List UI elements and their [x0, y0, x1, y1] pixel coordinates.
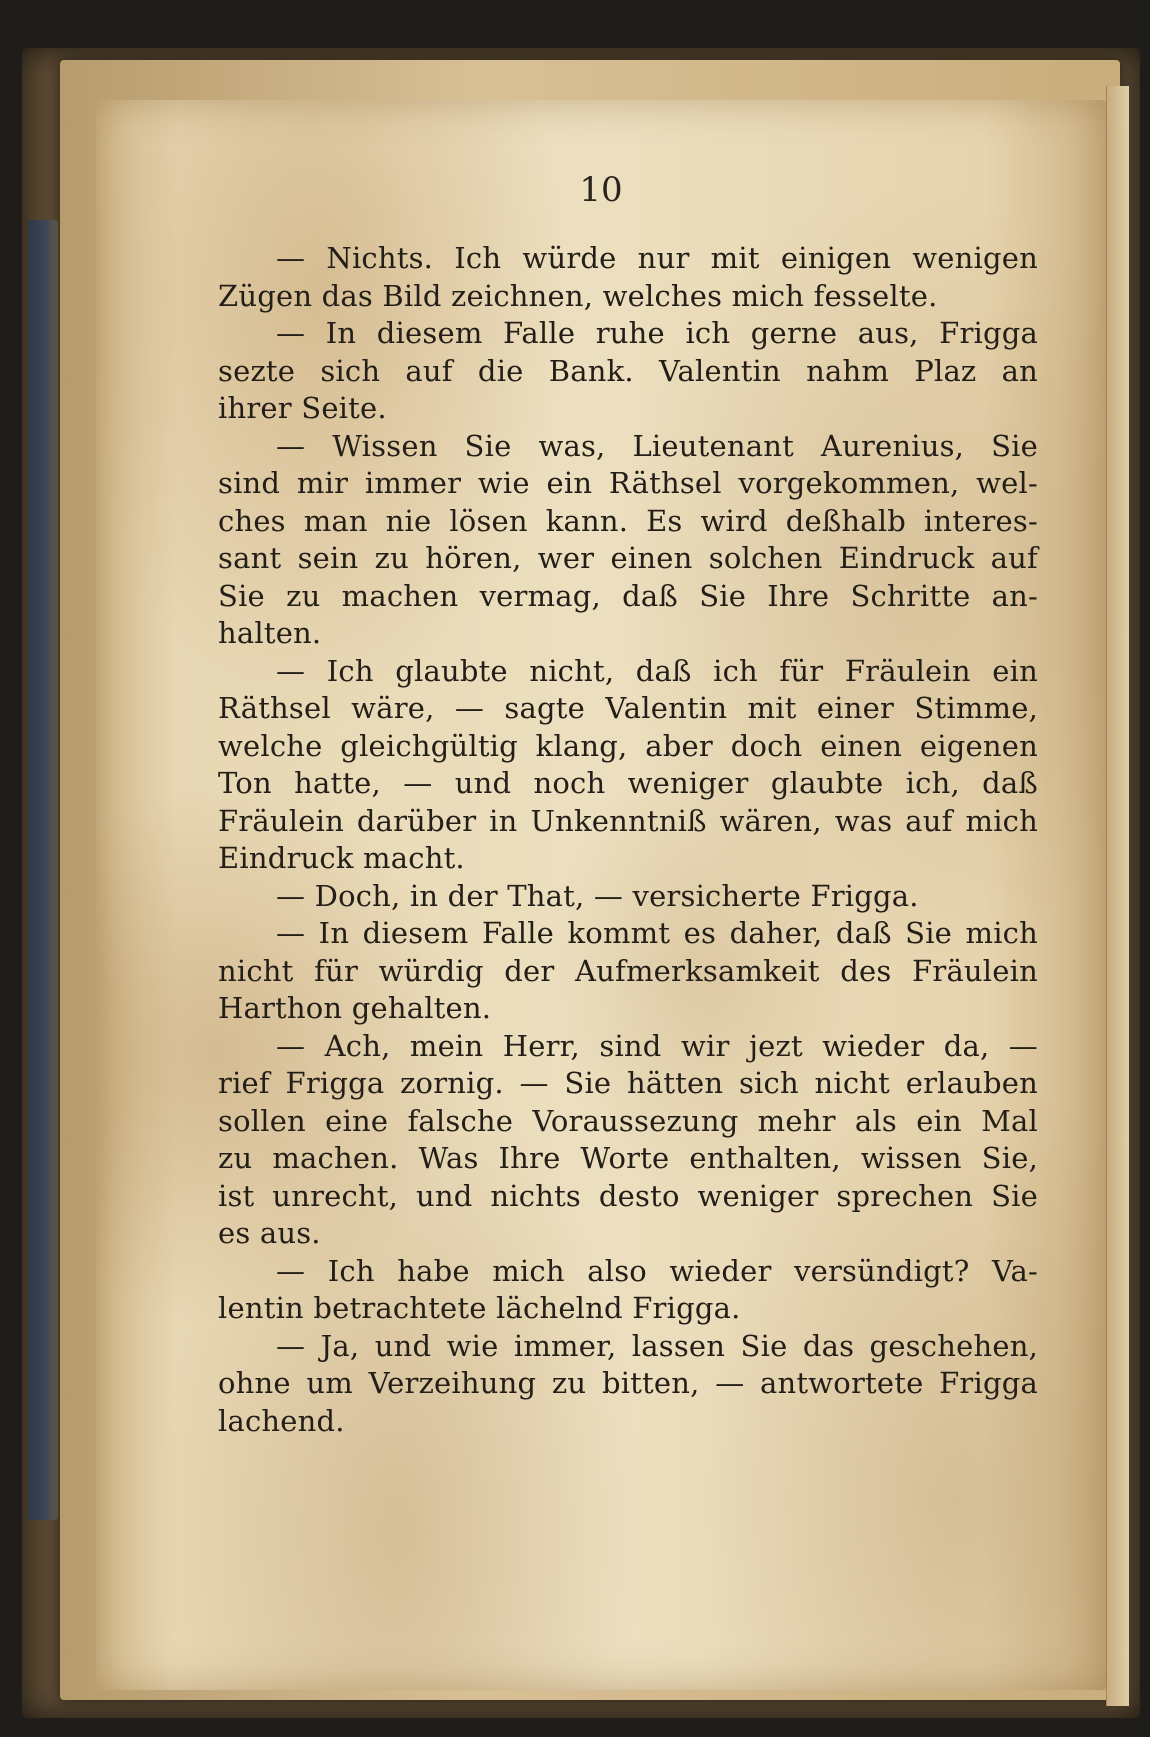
body-text [218, 240, 1038, 1440]
text-line: es aus. [218, 1216, 321, 1250]
text-line: — Ich habe mich also wieder versündigt? Va- [276, 1253, 1038, 1288]
text-line: — In diesem Falle kommt es daher, daß Sie mich [276, 916, 1038, 950]
text-line: lentin betrachtete lächelnd Frigga. [218, 1291, 741, 1325]
text-line: ihrer Seite. [218, 391, 387, 425]
text-line: lachend. [218, 1403, 345, 1438]
text-line: Zügen das Bild zeichnen, welches mich fesselte. [218, 278, 938, 313]
text-line: nicht für würdig der Aufmerksamkeit des Fräulein [218, 953, 1038, 988]
text-line: welche gleichgültig klang, aber doch einen eigenen [218, 728, 1038, 763]
book-page [96, 100, 1106, 1690]
text-line: — Wissen Sie was, Lieutenant Aurenius, Sie [276, 428, 1038, 463]
text-line: — Nichts. Ich würde nur mit einigen wenigen [276, 241, 1038, 275]
text-line: Fräulein darüber in Unkenntniß wären, was auf mich [218, 803, 1038, 838]
page-number: 10 [579, 170, 623, 210]
text-line: sant sein zu hören, wer einen solchen Eindruck auf [218, 541, 1038, 575]
text-line: sollen eine falsche Voraussezung mehr als ein Mal [218, 1103, 1038, 1138]
text-line: Harthon gehalten. [218, 991, 492, 1025]
text-line: halten. [218, 616, 322, 650]
text-line: ohne um Verzeihung zu bitten, — antwortete Frigga [218, 1366, 1038, 1400]
text-line: — In diesem Falle ruhe ich gerne aus, Frigga [276, 316, 1038, 350]
text-line: rief Frigga zornig. — Sie hätten sich nicht erlauben [218, 1066, 1038, 1100]
text-line: zu machen. Was Ihre Worte enthalten, wissen Sie, [218, 1141, 1038, 1175]
text-line: — Ja, und wie immer, lassen Sie das geschehen, [276, 1328, 1038, 1363]
text-line: ches man nie lösen kann. Es wird deßhalb interes- [218, 503, 1038, 538]
text-line: — Ich glaubte nicht, daß ich für Fräulein ein [276, 653, 1038, 688]
text-line: sind mir immer wie ein Räthsel vorgekommen, wel- [218, 466, 1038, 500]
text-line: Räthsel wäre, — sagte Valentin mit einer Stimme, [218, 691, 1038, 725]
text-line: Sie zu machen vermag, daß Sie Ihre Schritte an- [218, 578, 1038, 613]
text-line: Eindruck macht. [218, 841, 465, 875]
text-line: — Doch, in der That, — versicherte Frigga. [276, 878, 919, 913]
text-line: — Ach, mein Herr, sind wir jezt wieder da, — [276, 1028, 1038, 1063]
spine-strip [28, 220, 58, 1520]
text-line: sezte sich auf die Bank. Valentin nahm Plaz an [218, 353, 1038, 388]
text-line: Ton hatte, — und noch weniger glaubte ich, daß [218, 766, 1038, 800]
text-line: ist unrecht, und nichts desto weniger sprechen Sie [218, 1178, 1038, 1213]
right-page-edge [1106, 86, 1129, 1706]
